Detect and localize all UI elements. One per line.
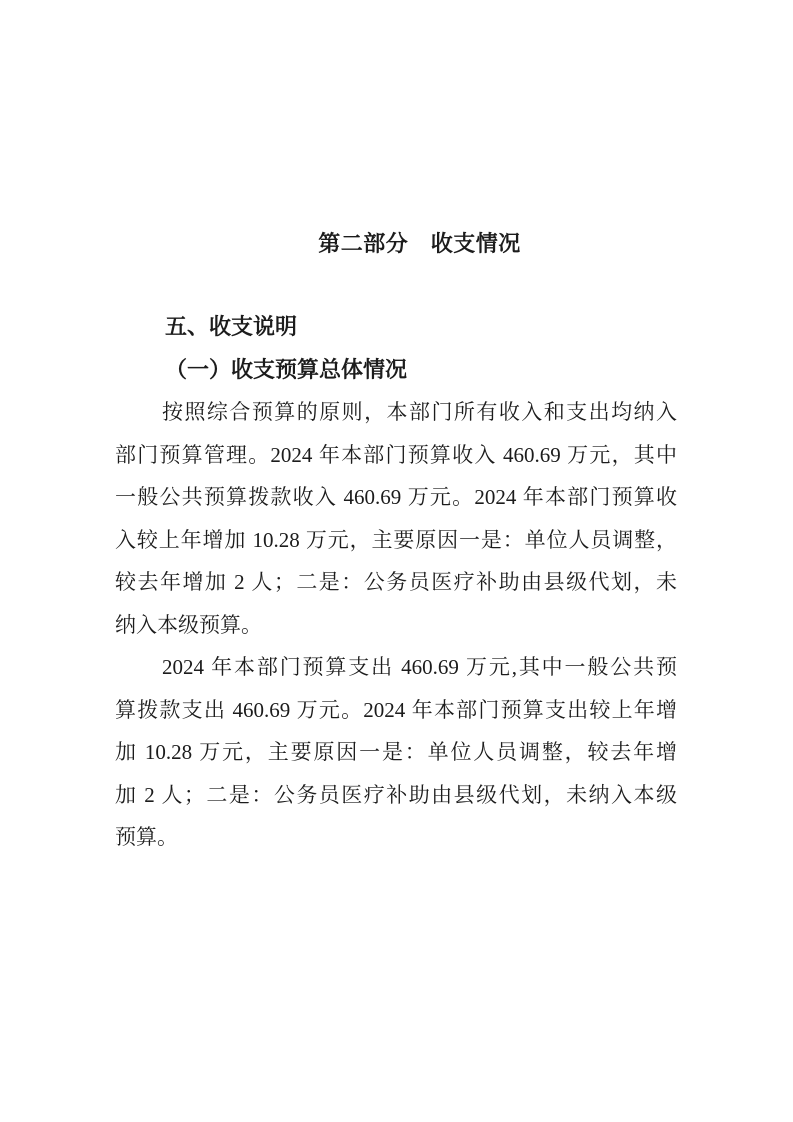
text-line: 较去年增加 2 人；二是：公务员医疗补助由县级代划，未 <box>115 570 677 594</box>
subsection-heading: （一）收支预算总体情况 <box>165 356 408 382</box>
text-line: 部门预算管理。2024 年本部门预算收入 460.69 万元，其中 <box>115 442 677 467</box>
text-line: 按照综合预算的原则，本部门所有收入和支出均纳入 <box>162 400 677 424</box>
text-line: 加 2 人；二是：公务员医疗补助由县级代划，未纳入本级 <box>115 782 677 807</box>
text-line: 算拨款支出 460.69 万元。2024 年本部门预算支出较上年增 <box>115 697 677 722</box>
text-line: 入较上年增加 10.28 万元，主要原因一是：单位人员调整， <box>115 527 677 552</box>
text-line: 加 10.28 万元，主要原因一是：单位人员调整，较去年增 <box>115 740 677 764</box>
text-line: 2024 年本部门预算支出 460.69 万元,其中一般公共预 <box>162 655 677 679</box>
text-line: 纳入本级预算。 <box>115 612 262 637</box>
paragraph <box>115 391 677 646</box>
section-heading: 五、收支说明 <box>165 314 298 339</box>
part-title: 第二部分 收支情况 <box>318 231 521 256</box>
paragraphs <box>115 391 677 859</box>
text-line: 一般公共预算拨款收入 460.69 万元。2024 年本部门预算收 <box>115 485 677 509</box>
document-body <box>115 306 677 859</box>
text-line: 预算。 <box>115 825 178 849</box>
paragraph <box>115 646 677 859</box>
